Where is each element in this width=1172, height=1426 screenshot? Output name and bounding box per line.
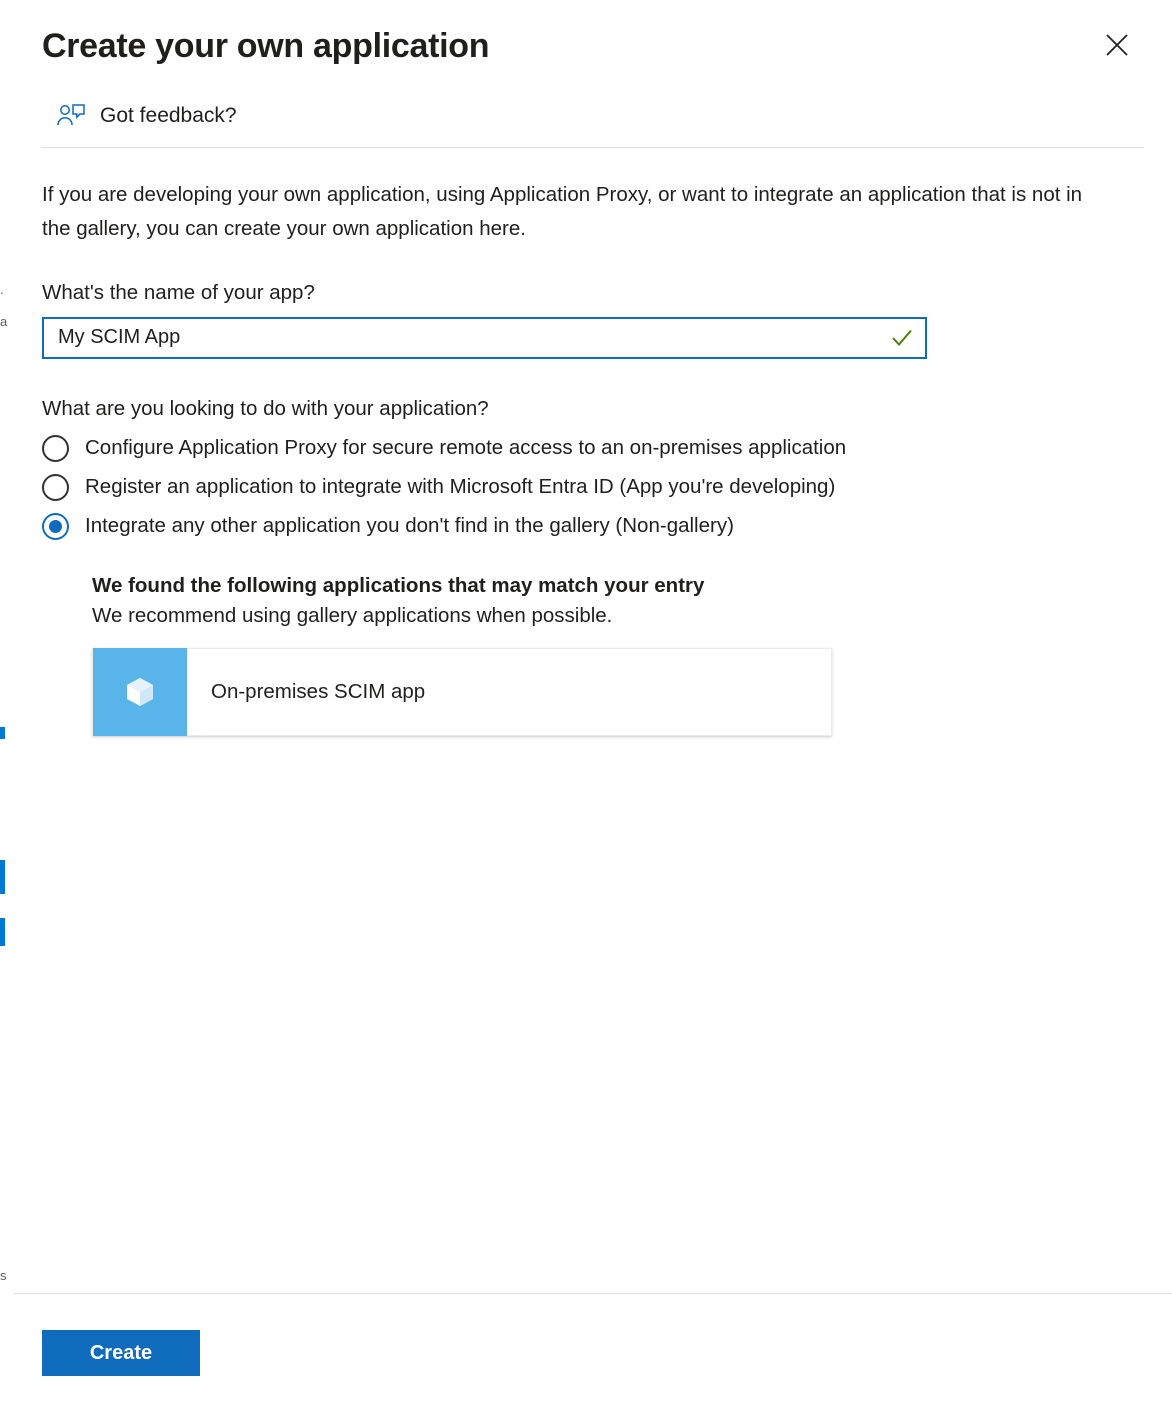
- radio-indicator-selected: [42, 513, 69, 540]
- create-button[interactable]: Create: [42, 1330, 200, 1376]
- radio-option-label: Integrate any other application you don't find in the gallery (Non-gallery): [85, 513, 734, 537]
- close-icon[interactable]: [1100, 28, 1134, 62]
- purpose-radio-group: [42, 435, 1144, 540]
- dialog-footer: [14, 1293, 1172, 1426]
- radio-indicator: [42, 435, 69, 462]
- create-application-dialog: [14, 0, 1172, 1426]
- app-name-label: What's the name of your app?: [42, 280, 315, 304]
- app-name-field-wrapper: [42, 317, 927, 359]
- suggested-app-card[interactable]: [92, 648, 832, 736]
- got-feedback-link[interactable]: [14, 67, 1172, 147]
- radio-option-non-gallery[interactable]: [42, 513, 1144, 540]
- radio-indicator: [42, 474, 69, 501]
- suggested-app-name: On-premises SCIM app: [211, 679, 426, 703]
- checkmark-icon: [891, 327, 913, 349]
- radio-option-register-app[interactable]: [42, 474, 1144, 501]
- purpose-question: What are you looking to do with your application?: [42, 396, 489, 420]
- dialog-content: [14, 148, 1172, 736]
- suggestion-subtitle: We recommend using gallery applications when possible.: [92, 603, 613, 627]
- radio-option-label: Register an application to integrate with Microsoft Entra ID (App you're developing): [85, 474, 836, 498]
- cube-app-icon: [93, 648, 187, 736]
- intro-text: If you are developing your own application, using Application Proxy, or want to integrate an application that is not in the gallery, you can create your own application here.: [42, 182, 1083, 241]
- app-name-input[interactable]: [44, 319, 925, 357]
- suggested-apps-section: [92, 574, 1144, 736]
- got-feedback-label: Got feedback?: [100, 103, 237, 127]
- dialog-header: [14, 0, 1172, 67]
- feedback-person-icon: [56, 103, 86, 129]
- radio-option-app-proxy[interactable]: [42, 435, 1144, 462]
- radio-option-label: Configure Application Proxy for secure remote access to an on-premises application: [85, 435, 847, 459]
- suggestion-title: We found the following applications that may match your entry: [92, 573, 705, 597]
- page-title: Create your own application: [42, 27, 490, 65]
- background-page-artifacts: . a s: [0, 282, 8, 1283]
